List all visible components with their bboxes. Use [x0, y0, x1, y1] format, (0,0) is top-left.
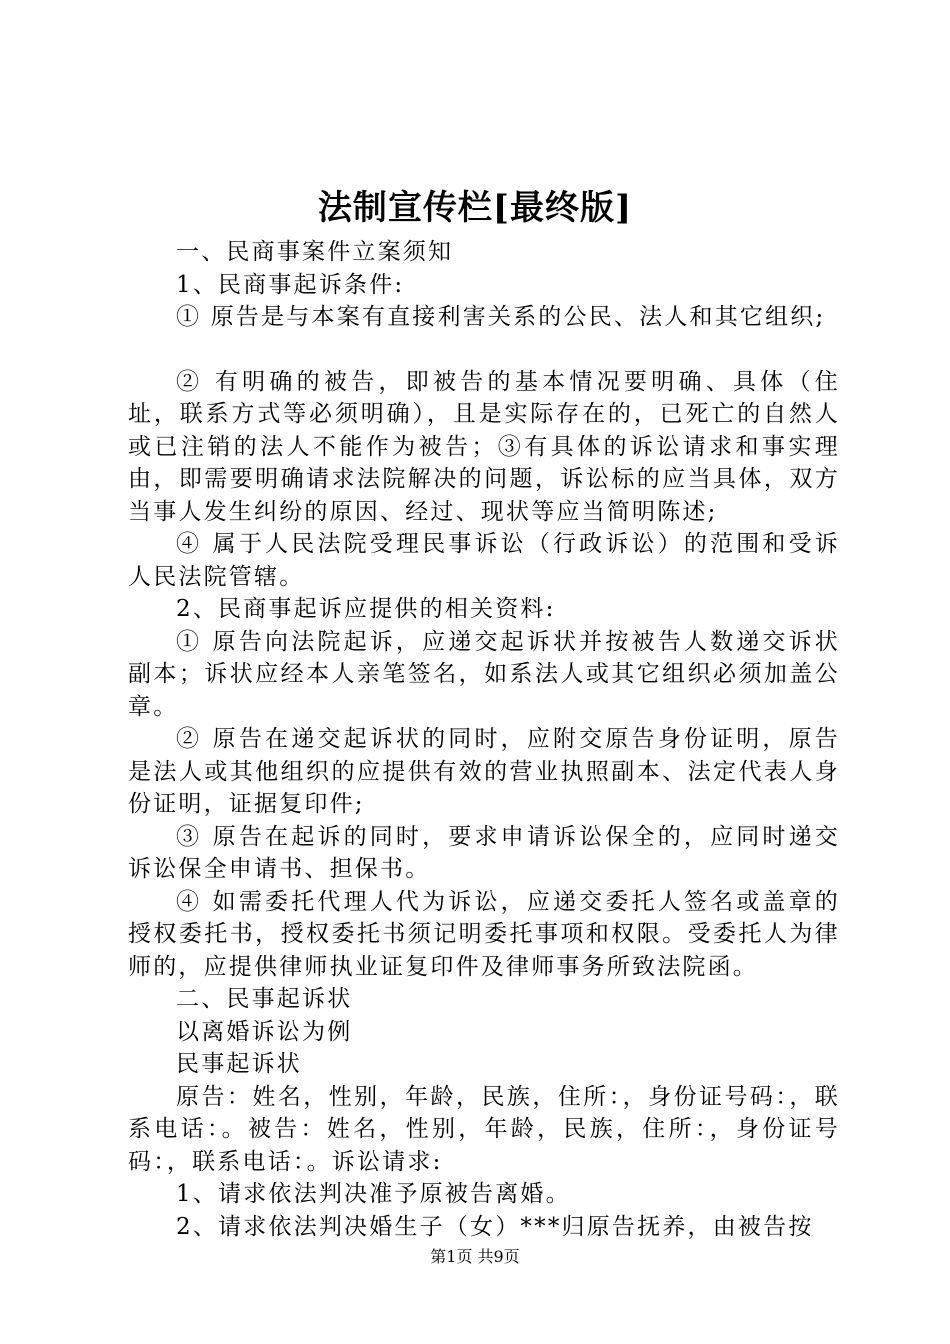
form-title: 民事起诉状 — [176, 1051, 302, 1077]
page-number: 第1页 共9页 — [430, 1247, 520, 1266]
claim-item: 1、请求依法判决准予原被告离婚。 — [176, 1181, 571, 1207]
subsection-heading: 1、民商事起诉条件: — [176, 271, 405, 298]
section-heading: 二、民事起诉状 — [176, 986, 353, 1012]
section-heading: 一、民商事案件立案须知 — [176, 239, 454, 265]
list-item: ③ 原告在起诉的同时，要求申请诉讼保全的，应同时递交诉讼保全申请书、担保书。 — [128, 823, 840, 882]
list-item: ② 有明确的被告，即被告的基本情况要明确、具体（住址，联系方式等必须明确），且是实际存在的，已死亡的自然人或已注销的法人不能作为被告；③有具体的诉讼请求和事实理由，即需要明确请求法院解决的问题，诉讼标的应当具体，双方当事人发生纠纷的原因、经过、现状等应当简明陈述; — [128, 368, 840, 525]
list-item: ① 原告是与本案有直接利害关系的公民、法人和其它组织; — [176, 304, 826, 330]
document-body — [128, 236, 840, 1243]
list-item: ④ 属于人民法院受理民事诉讼（行政诉讼）的范围和受诉人民法院管辖。 — [128, 531, 840, 590]
claim-item: 2、请求依法判决婚生子（女）***归原告抚养，由被告按 — [176, 1213, 814, 1240]
list-item: ② 原告在递交起诉状的同时，应附交原告身份证明，原告是法人或其他组织的应提供有效的营业执照副本、法定代表人身份证明，证据复印件; — [128, 726, 840, 817]
list-item: ① 原告向法院起诉，应递交起诉状并按被告人数递交诉状副本；诉状应经本人亲笔签名，如系法人或其它组织必须加盖公章。 — [128, 628, 840, 720]
list-item: ④ 如需委托代理人代为诉讼，应递交委托人签名或盖章的授权委托书，授权委托书须记明委托事项和权限。受委托人为律师的，应提供律师执业证复印件及律师事务所致法院函。 — [128, 888, 840, 980]
example-label: 以离婚诉讼为例 — [176, 1018, 353, 1045]
subsection-heading: 2、民商事起诉应提供的相关资料: — [176, 596, 556, 622]
document-title: 法制宣传栏[最终版] — [317, 188, 633, 228]
form-parties: 原告：姓名，性别，年龄，民族，住所：，身份证号码：，联系电话：。被告：姓名，性别，年龄，民族，住所：，身份证号码：，联系电话：。诉讼请求: — [128, 1083, 840, 1175]
